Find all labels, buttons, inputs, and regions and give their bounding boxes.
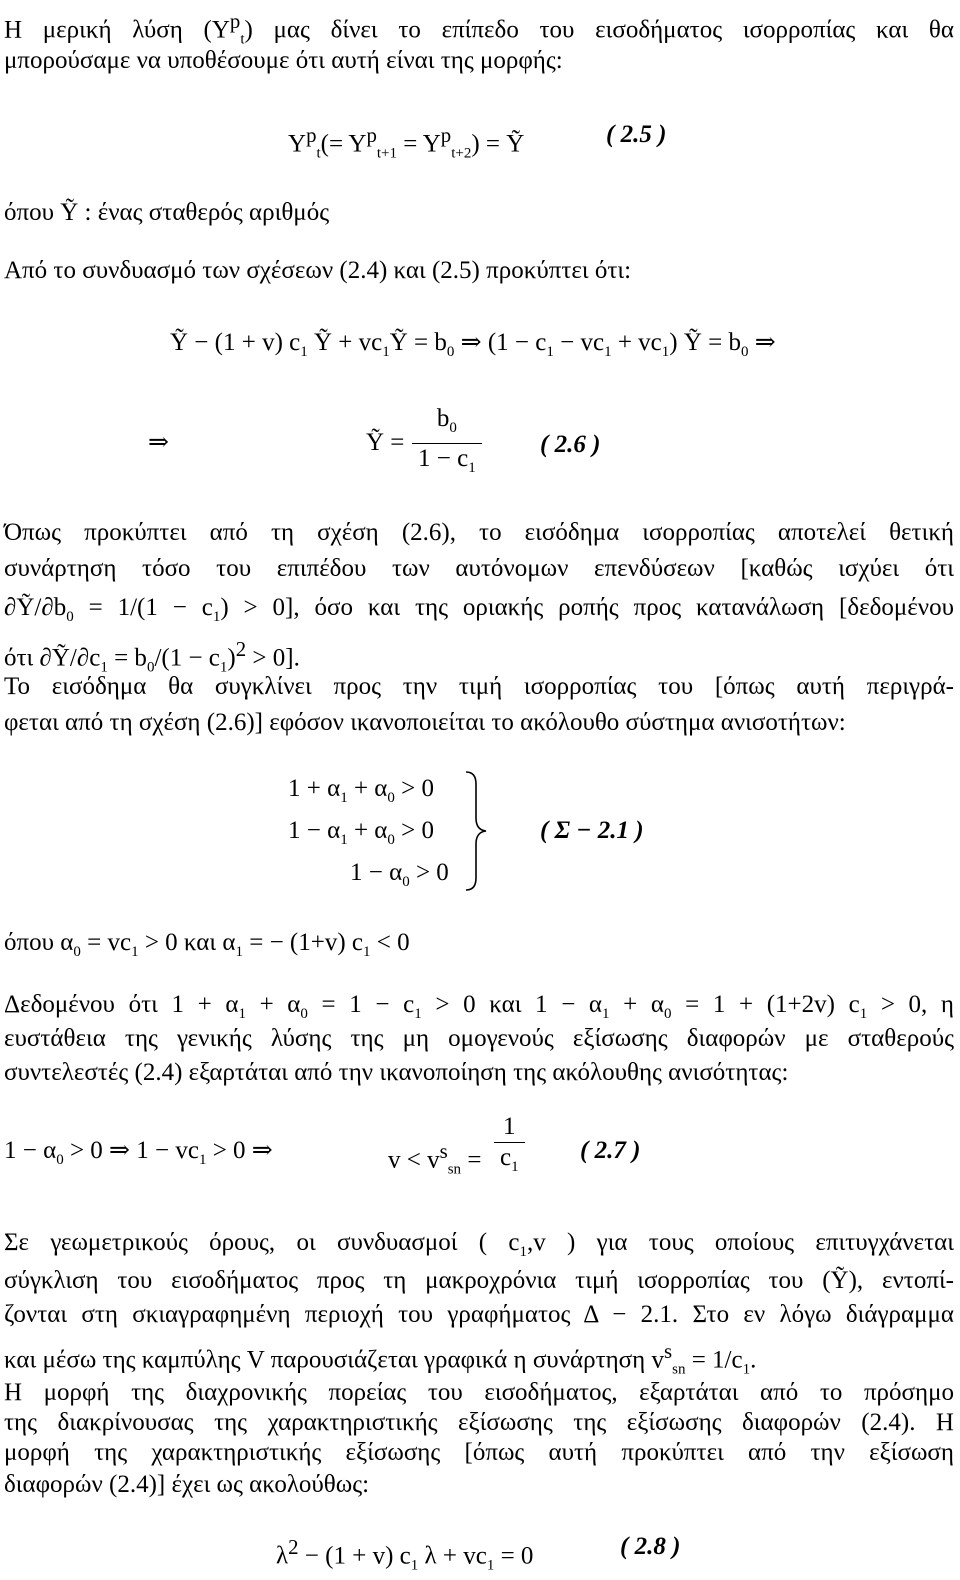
paragraph-line: Όπως προκύπτει από τη σχέση (2.6), το εισόδημα ισορροπίας αποτελεί θετική [4, 519, 954, 546]
equation-label: ( 2.6 ) [540, 431, 601, 458]
inequality-row: $1 - \alpha_0 > 0$ [350, 859, 449, 890]
paragraph-line: $\partial Ỹ/\partial b_0 = 1/(1 - c_1) > 0$], όσο και της οριακής ροπής προς κατανάλωση [δεδομένου [4, 594, 954, 625]
fraction-denominator: $c_1$ [500, 1144, 519, 1175]
equation-derivation: Ỹ − (1 + v) $c_1$ Ỹ + $vc_1Ỹ = b_0$ ⇒ $(1 - c_1 - vc_1 + vc_1)$ Ỹ = $b_0$ ⇒ [170, 329, 776, 360]
paragraph-line: ευστάθεια της γενικής λύσης της μη ομογενούς εξίσωσης διαφορών με σταθερούς [4, 1025, 954, 1052]
implies-arrow: ⇒ [148, 429, 169, 456]
paragraph-line: διαφορών (2.4)] έχει ως ακολούθως: [4, 1471, 370, 1498]
equation-2-6-lhs: Ỹ = [366, 429, 405, 456]
paragraph-line: Δεδομένου ότι $1 + \alpha_1 + \alpha_0 = 1 - c_1 > 0$ και $1 - \alpha_1 + \alpha_0 = 1 + (1+2v) c_1 > 0$, η [4, 991, 955, 1022]
paragraph-line: συνάρτηση τόσο του επιπέδου των αυτόνομων επενδύσεων [καθώς ισχύει ότι [4, 555, 954, 582]
paragraph-line: Σε γεωμετρικούς όρους, οι συνδυασμοί ( $c_1,v$ ) για τους οποίους επιτυγχάνεται [4, 1229, 954, 1260]
paragraph-line: φεται από τη σχέση (2.6)] εφόσον ικανοποιείται το ακόλουθο σύστημα ανισοτήτων: [4, 709, 846, 736]
paragraph-line: και μέσω της καμπύλης V παρουσιάζεται γραφικά η συνάρτηση $v^s_{sn} = 1/c_1$. [4, 1339, 757, 1378]
paragraph-line: συντελεστές (2.4) εξαρτάται από την ικανοποίηση της ακόλουθης ανισότητας: [4, 1059, 789, 1086]
equation-2-5: $Y^p_t(= Y^p_{t+1} = Y^p_{t+2})$ = Ỹ [288, 123, 525, 162]
paragraph-line: της διακρίνουσας της χαρακτηριστικής εξίσωσης της εξίσωσης διαφορών (2.4). Η [4, 1409, 954, 1436]
paragraph-line: μορφή της χαρακτηριστικής εξίσωσης [όπως αυτή προκύπτει από την εξίσωση [4, 1439, 954, 1466]
equation-label: ( 2.8 ) [620, 1533, 681, 1560]
equation-label: ( 2.7 ) [580, 1137, 641, 1164]
paragraph-line: Η μερική λύση $(Y^p_t)$ μας δίνει το επίπεδο του εισοδήματος ισορροπίας και θα [4, 9, 954, 48]
equation-2-8: $\lambda^2 - (1 + v)$ $c_1$ $\lambda + vc_1 = 0$ [276, 1535, 534, 1574]
equation-2-7-mid: $v < v^s_{sn}$ = [388, 1139, 482, 1178]
equation-2-7-fraction [494, 1112, 525, 1182]
fraction-numerator: 1 [494, 1112, 525, 1143]
equation-label: ( Σ − 2.1 ) [540, 817, 644, 844]
equation-2-6-fraction [412, 404, 482, 483]
fraction-numerator: $b_0$ [412, 404, 482, 444]
paragraph-line: μπορούσαμε να υποθέσουμε ότι αυτή είναι της μορφής: [4, 47, 563, 74]
inequality-row: $1 + \alpha_1 + \alpha_0 > 0$ [288, 775, 435, 806]
definition-line: όπου Ỹ : ένας σταθερός αριθμός [4, 199, 330, 226]
equation-label: ( 2.5 ) [606, 121, 667, 148]
paragraph-line: ότι $\partial Ỹ/\partial c_1 = b_0/(1 - c_1)^2 > 0$]. [4, 637, 300, 676]
paragraph-line: Η μορφή της διαχρονικής πορείας του εισοδήματος, εξαρτάται από το πρόσημο [4, 1379, 954, 1406]
right-brace-icon [462, 770, 492, 892]
paragraph-line: ζονται στη σκιαγραφημένη περιοχή του γραφήματος Δ − 2.1. Στο εν λόγω διάγραμμα [4, 1301, 954, 1328]
equation-2-7-left: $1 - \alpha_0 > 0$ ⇒ $1 - vc_1 > 0$ ⇒ [4, 1137, 273, 1168]
paragraph-line: σύγκλιση του εισοδήματος προς τη μακροχρόνια τιμή ισορροπίας του (Ỹ), εντοπί- [4, 1267, 954, 1294]
inequality-row: $1 - \alpha_1 + \alpha_0 > 0$ [288, 817, 435, 848]
fraction-denominator: $1 - c_1$ [418, 445, 476, 476]
paragraph-line: Το εισόδημα θα συγκλίνει προς την τιμή ισορροπίας του [όπως αυτή περιγρά- [4, 673, 954, 700]
paragraph-line: Από το συνδυασμό των σχέσεων (2.4) και (2.5) προκύπτει ότι: [4, 257, 632, 284]
definition-line: όπου $\alpha_0 = vc_1 > 0$ και $\alpha_1$ = − (1+v) $c_1 < 0$ [4, 929, 410, 960]
